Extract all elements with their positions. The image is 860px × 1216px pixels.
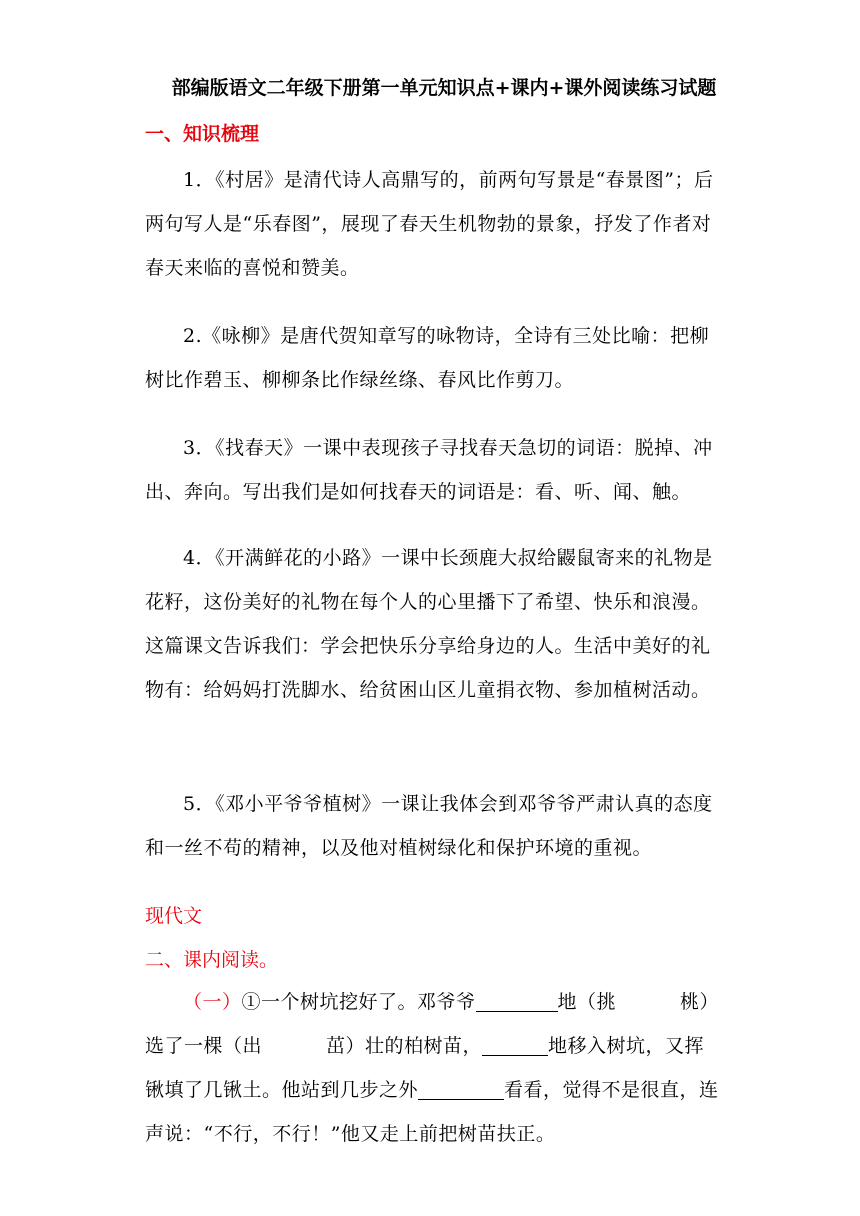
knowledge-point-2: 2.《咏柳》是唐代贺知章写的咏物诗，全诗有三处比喻：把柳树比作碧玉、柳柳条比作绿丝绦、春风比作剪刀。 — [145, 325, 710, 391]
passage-text-2: 地（挑 — [557, 991, 617, 1013]
passage-text-4: 茁）壮的柏树苗， — [326, 1035, 483, 1057]
passage-text-6: 看看，觉得不是很直，连声说：“不行，不行！”他又走上前把树苗扶正。 — [145, 1079, 719, 1145]
section-heading-knowledge: 一、知识梳理 — [145, 123, 260, 145]
reading-passage — [145, 980, 720, 1156]
passage-text-5: 地移入树坑，又挥锹填了几锹土。他站到几步之外 — [145, 1035, 705, 1101]
document-title: 部编版语文二年级下册第一单元知识点+课内+课外阅读练习试题 — [171, 77, 717, 99]
fill-blank-1[interactable] — [476, 989, 558, 1012]
section-heading-reading: 二、课内阅读。 — [145, 949, 279, 971]
passage-text-1: ①一个树坑挖好了。邓爷爷 — [241, 991, 476, 1013]
knowledge-point-4: 4．《开满鲜花的小路》一课中长颈鹿大叔给鼹鼠寄来的礼物是花籽，这份美好的礼物在每个人的心里播下了希望、快乐和浪漫。这篇课文告诉我们：学会把快乐分享给身边的人。生活中美好的礼物有：给妈妈打洗脚水、给贫困山区儿童捐衣物、参加植树活动。 — [145, 547, 713, 701]
knowledge-point-3: 3．《找春天》一课中表现孩子寻找春天急切的词语：脱掉、冲出、奔向。写出我们是如何找春天的词语是：看、听、闻、触。 — [145, 437, 713, 503]
knowledge-point-1: 1．《村居》是清代诗人高鼎写的，前两句写景是“春景图”；后两句写人是“乐春图”，展现了春天生机物勃的景象，抒发了作者对春天来临的喜悦和赞美。 — [145, 169, 714, 279]
fill-blank-3[interactable] — [418, 1077, 504, 1100]
fill-blank-2[interactable] — [482, 1033, 548, 1056]
modern-text-label: 现代文 — [145, 905, 203, 927]
passage-label: （一） — [183, 991, 242, 1013]
passage-text-3: 桃）选了一棵（出 — [145, 991, 720, 1057]
knowledge-point-5: 5．《邓小平爷爷植树》一课让我体会到邓爷爷严肃认真的态度和一丝不苟的精神，以及他对植树绿化和保护环境的重视。 — [145, 793, 713, 859]
